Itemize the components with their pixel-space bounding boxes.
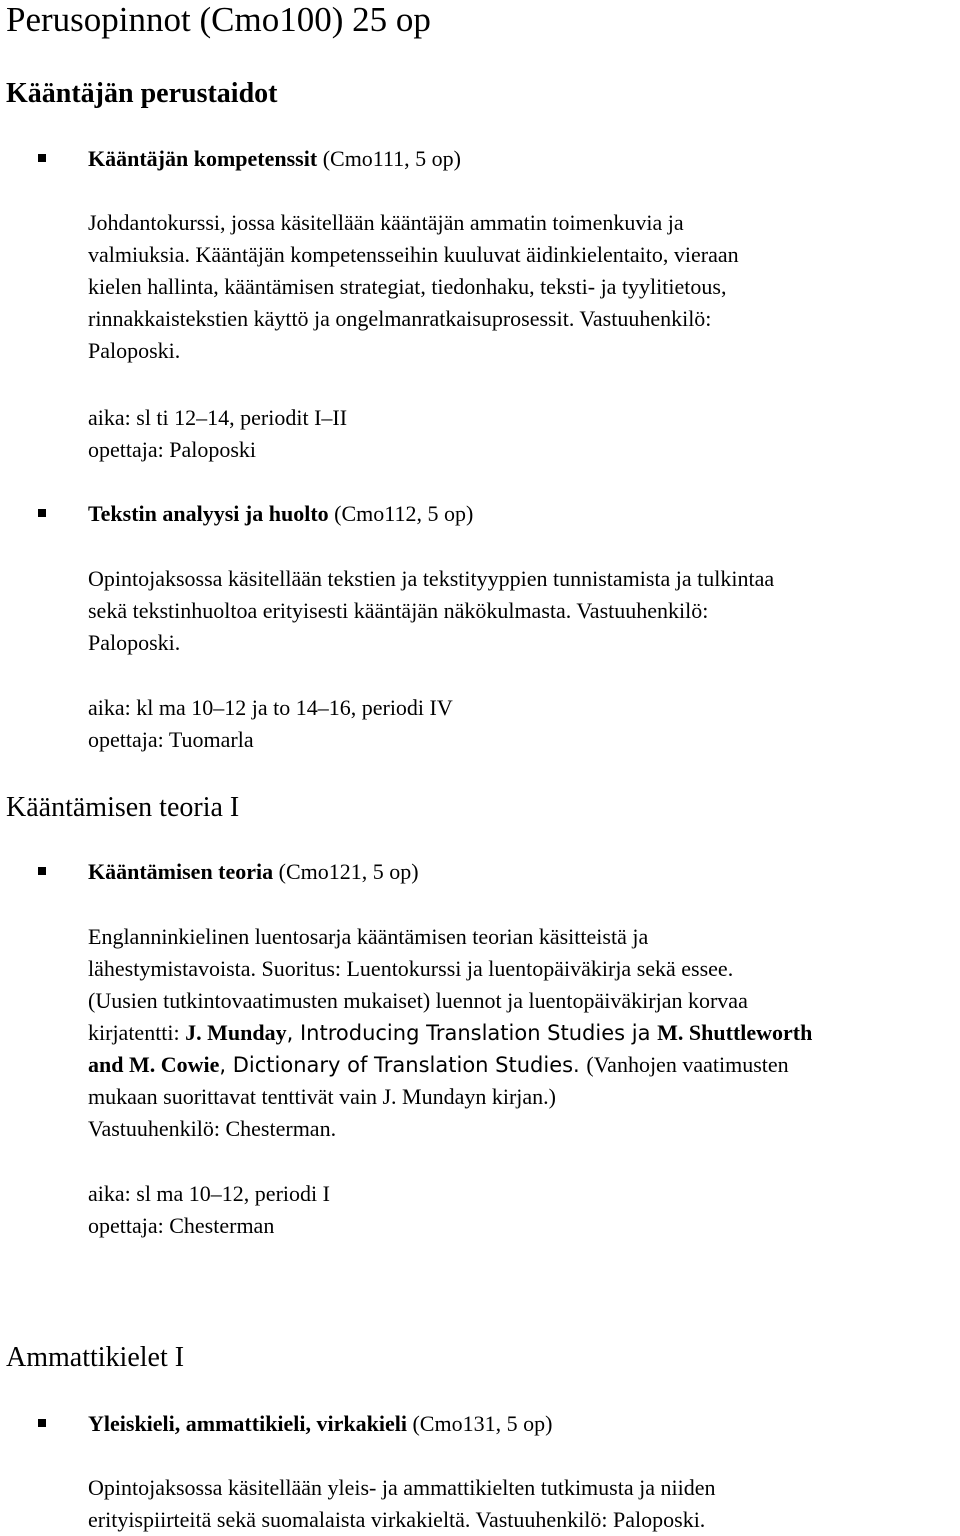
description-line: Paloposki. [88, 338, 181, 363]
course-name: Kääntäjän kompetenssit [88, 146, 318, 171]
section-heading: Kääntämisen teoria I [6, 792, 240, 823]
course-description [88, 563, 956, 659]
section-heading: Ammattikielet I [6, 1342, 185, 1373]
description-line: Vastuuhenkilö: Chesterman. [88, 1116, 337, 1141]
section-heading: Kääntäjän perustaidot [6, 78, 278, 109]
book-line: kirjatentti: J. Munday, Introducing Translation Studies ja M. Shuttleworth [88, 1020, 813, 1045]
bullet-icon [38, 1419, 46, 1427]
course-teacher: opettaja: Chesterman [88, 1213, 275, 1238]
description-line: erityispiirteitä sekä suomalaista virkakieltä. Vastuuhenkilö: Paloposki. [88, 1507, 706, 1532]
course-schedule [88, 692, 453, 756]
book-line: and M. Cowie, Dictionary of Translation Studies. (Vanhojen vaatimusten [88, 1052, 789, 1077]
description-line: sekä tekstinhuoltoa erityisesti kääntäjän näkökulmasta. Vastuuhenkilö: [88, 598, 709, 623]
bullet-icon [38, 154, 46, 162]
course-description [88, 921, 956, 1145]
course-time: aika: sl ma 10–12, periodi I [88, 1181, 330, 1206]
description-line: mukaan suorittavat tenttivät vain J. Mundayn kirjan.) [88, 1084, 557, 1109]
course-schedule [88, 402, 347, 466]
bullet-icon [38, 867, 46, 875]
description-line: Opintojaksossa käsitellään tekstien ja tekstityyppien tunnistamista ja tulkintaa [88, 566, 775, 591]
course-code: (Cmo111, 5 op) [322, 146, 461, 171]
description-line: kielen hallinta, kääntämisen strategiat, tiedonhaku, teksti- ja tyylitietous, [88, 274, 727, 299]
course-name: Yleiskieli, ammattikieli, virkakieli [88, 1411, 407, 1436]
description-line: valmiuksia. Kääntäjän kompetensseihin kuuluvat äidinkielentaito, vieraan [88, 242, 739, 267]
bullet-icon [38, 509, 46, 517]
description-line: Englanninkielinen luentosarja kääntämisen teorian käsitteistä ja [88, 924, 649, 949]
description-line: rinnakkaistekstien käyttö ja ongelmanratkaisuprosessit. Vastuuhenkilö: [88, 306, 712, 331]
course-name: Kääntämisen teoria [88, 859, 274, 884]
course-time: aika: kl ma 10–12 ja to 14–16, periodi IV [88, 695, 453, 720]
description-line: Paloposki. [88, 630, 181, 655]
description-line: Johdantokurssi, jossa käsitellään kääntäjän ammatin toimenkuvia ja [88, 210, 684, 235]
course-teacher: opettaja: Tuomarla [88, 727, 254, 752]
page-title: Perusopinnot (Cmo100) 25 op [6, 0, 431, 39]
description-line: Opintojaksossa käsitellään yleis- ja ammattikielten tutkimusta ja niiden [88, 1475, 716, 1500]
course-schedule [88, 1178, 330, 1242]
course-description [88, 1472, 956, 1536]
course-name: Tekstin analyysi ja huolto [88, 501, 329, 526]
course-time: aika: sl ti 12–14, periodit I–II [88, 405, 348, 430]
course-code: (Cmo112, 5 op) [334, 501, 474, 526]
course-code: (Cmo131, 5 op) [412, 1411, 553, 1436]
course-teacher: opettaja: Paloposki [88, 437, 257, 462]
description-line: lähestymistavoista. Suoritus: Luentokurssi ja luentopäiväkirja sekä essee. [88, 956, 734, 981]
course-code: (Cmo121, 5 op) [278, 859, 419, 884]
course-description [88, 207, 956, 367]
description-line: (Uusien tutkintovaatimusten mukaiset) luennot ja luentopäiväkirjan korvaa [88, 988, 748, 1013]
